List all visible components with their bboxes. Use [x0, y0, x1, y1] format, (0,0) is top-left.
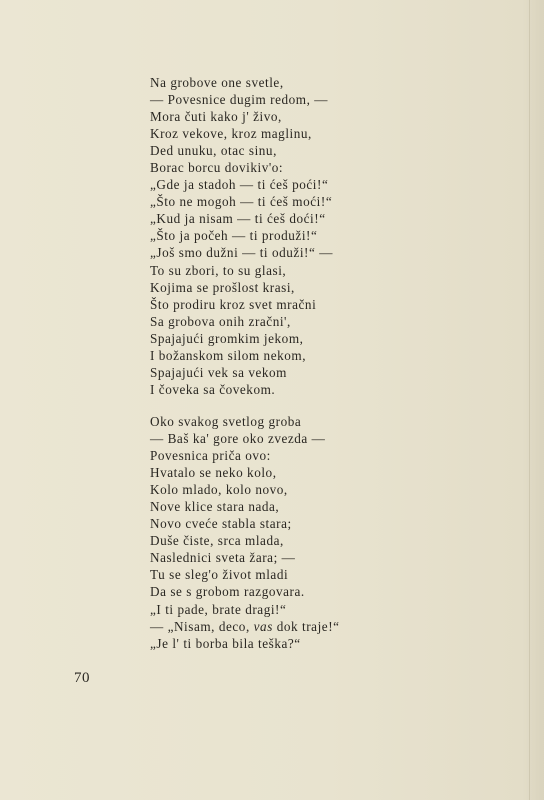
poem-stanza-1	[150, 74, 333, 398]
poem-line: Novo cveće stabla stara;	[150, 516, 292, 532]
poem-line: Naslednici sveta žara; —	[150, 550, 296, 566]
poem-line: Oko svakog svetlog groba	[150, 414, 302, 429]
poem-line: „Još smo dužni — ti oduži!“ —	[150, 245, 333, 261]
page-number: 70	[74, 670, 90, 686]
poem-line: Na grobove one svetle,	[150, 75, 284, 90]
poem-line: Kolo mlado, kolo novo,	[150, 482, 288, 498]
poem-line: I čoveka sa čovekom.	[150, 381, 276, 397]
poem-line: I božanskom silom nekom,	[150, 347, 307, 363]
poem-line: Ded unuku, otac sinu,	[150, 143, 277, 159]
poem-line: Duše čiste, srca mlada,	[150, 533, 284, 549]
poem-line: „Je l' ti borba bila teška?“	[150, 635, 301, 651]
poem-line: „Kud ja nisam — ti ćeš doći!“	[150, 211, 326, 227]
poem-line: „Što ja počeh — ti produži!“	[150, 228, 318, 244]
poem-line: Sa grobova onih zračni',	[150, 313, 291, 329]
poem-line: — Baš ka' gore oko zvezda —	[150, 431, 326, 447]
poem-line: „Gde ja stadoh — ti ćeš poći!“	[150, 177, 329, 193]
poem-line: „Što ne mogoh — ti ćeš moći!“	[150, 194, 333, 210]
poem-line: „I ti pade, brate dragi!“	[150, 601, 287, 617]
page-edge-shadow	[529, 0, 530, 800]
poem-line: Povesnica priča ovo:	[150, 448, 271, 464]
poem-line: Spajajući vek sa vekom	[150, 364, 287, 380]
poem-stanza-2	[150, 413, 340, 652]
poem-line: Borac borcu dovikiv'o:	[150, 160, 284, 176]
poem-line: Kojima se prošlost krasi,	[150, 279, 295, 295]
poem-line: — „Nisam, deco, vas dok traje!“	[150, 618, 340, 634]
poem-line: Tu se sleg'o život mladi	[150, 567, 289, 583]
poem-line: Kroz vekove, kroz maglinu,	[150, 126, 312, 142]
poem-line: — Povesnice dugim redom, —	[150, 92, 329, 108]
poem-line: Što prodiru kroz svet mračni	[150, 296, 317, 312]
poem-line: Da se s grobom razgovara.	[150, 584, 305, 600]
poem-line: To su zbori, to su glasi,	[150, 262, 287, 278]
poem-line: Nove klice stara nada,	[150, 499, 280, 515]
poem-line: Mora čuti kako j' živo,	[150, 109, 282, 125]
poem-line: Hvatalo se neko kolo,	[150, 465, 277, 481]
poem-line: Spajajući gromkim jekom,	[150, 330, 304, 346]
